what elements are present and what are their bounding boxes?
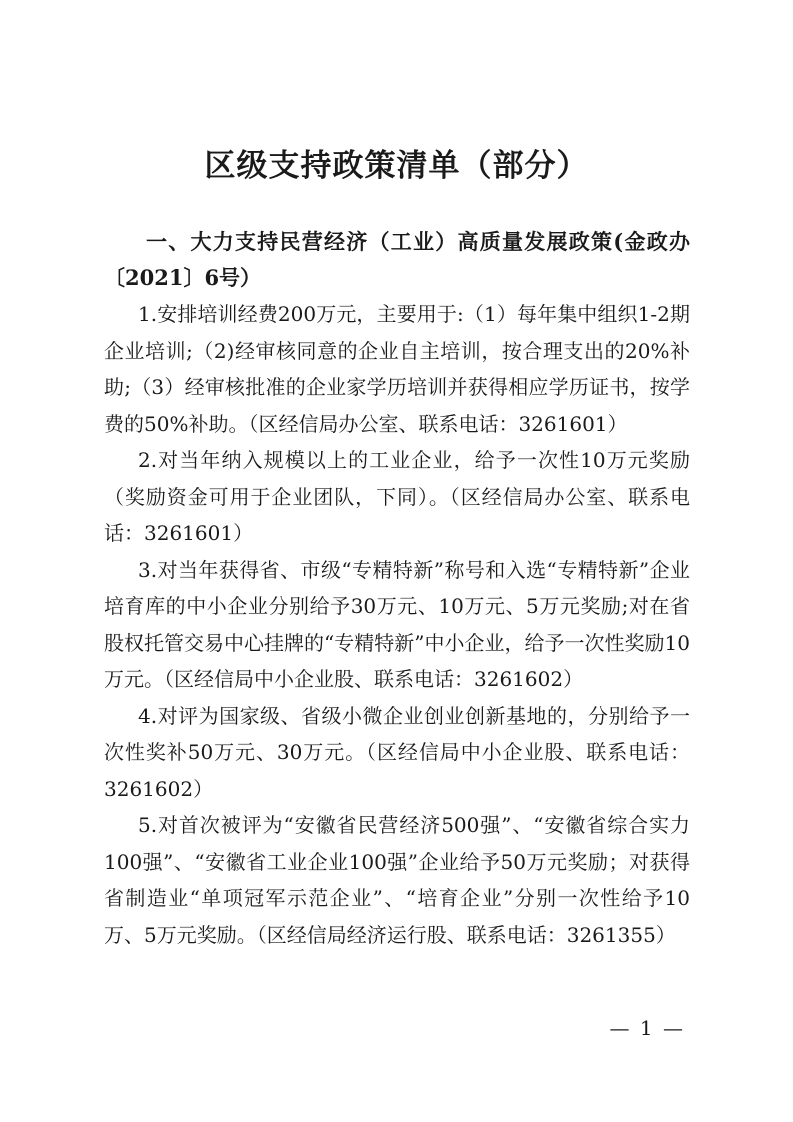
policy-item-1: 1.安排培训经费200万元，主要用于:（1）每年集中组织1-2期企业培训;（2)经审核同意的企业自主培训，按合理支出的20%补助;（3）经审核批准的企业家学历培训并获得相应学历证书，按学费的50%补助。（区经信局办公室、联系电话：3261601） — [104, 302, 690, 436]
document-body — [104, 224, 690, 953]
document-title: 区级支持政策清单（部分） — [204, 148, 589, 184]
section-heading: 一、大力支持民营经济（工业）高质量发展政策(金政办〔2021〕6号） — [104, 229, 690, 290]
policy-item-5: 5.对首次被评为“安徽省民营经济500强”、“安徽省综合实力100强”、“安徽省工业企业100强”企业给予50万元奖励；对获得省制造业“单项冠军示范企业”、“培育企业”分别一次性给予10万、5万元奖励。（区经信局经济运行股、联系电话：3261355） — [104, 813, 690, 947]
policy-item-4: 4.对评为国家级、省级小微企业创业创新基地的，分别给予一次性奖补50万元、30万元。（区经信局中小企业股、联系电话：3261602） — [104, 703, 690, 801]
policy-item-2: 2.对当年纳入规模以上的工业企业，给予一次性10万元奖励（奖励资金可用于企业团队，下同）。（区经信局办公室、联系电话：3261601） — [104, 448, 690, 545]
policy-item-3: 3.对当年获得省、市级“专精特新”称号和入选“专精特新”企业培育库的中小企业分别给予30万元、10万元、5万元奖励;对在省股权托管交易中心挂牌的“专精特新”中小企业，给予一次性奖励10万元。（区经信局中小企业股、联系电话：3261602） — [104, 557, 690, 691]
page-number: — 1 — — [609, 1016, 685, 1040]
